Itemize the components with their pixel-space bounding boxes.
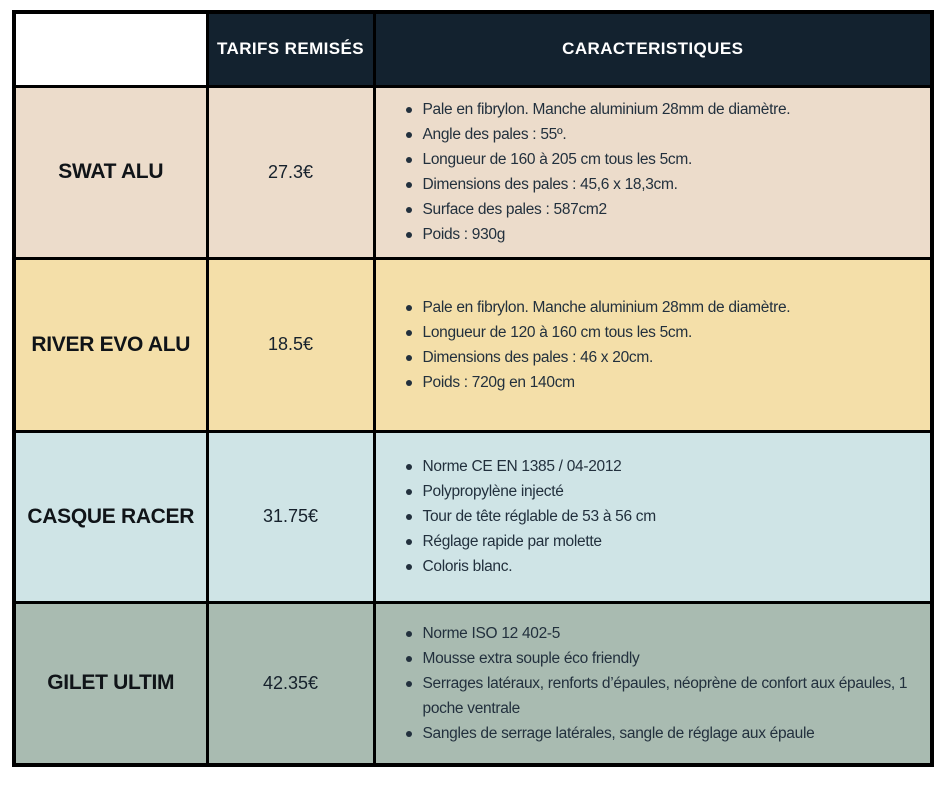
product-name: CASQUE RACER bbox=[14, 431, 207, 602]
feature-item: Longueur de 120 à 160 cm tous les 5cm. bbox=[404, 320, 925, 345]
feature-item: Poids : 720g en 140cm bbox=[404, 370, 925, 395]
feature-item: Coloris blanc. bbox=[404, 554, 925, 579]
table-row-swat-alu bbox=[14, 86, 932, 258]
product-features bbox=[374, 602, 932, 765]
product-price: 42.35€ bbox=[207, 602, 374, 765]
header-row bbox=[14, 12, 932, 86]
product-name: RIVER EVO ALU bbox=[14, 258, 207, 431]
features-column-header: CARACTERISTIQUES bbox=[374, 12, 932, 86]
feature-item: Dimensions des pales : 46 x 20cm. bbox=[404, 345, 925, 370]
feature-list bbox=[376, 97, 931, 247]
feature-list bbox=[376, 295, 931, 395]
feature-item: Angle des pales : 55º. bbox=[404, 122, 925, 147]
feature-item: Sangles de serrage latérales, sangle de réglage aux épaule bbox=[404, 721, 925, 746]
feature-item: Polypropylène injecté bbox=[404, 479, 925, 504]
product-price: 18.5€ bbox=[207, 258, 374, 431]
feature-item: Pale en fibrylon. Manche aluminium 28mm de diamètre. bbox=[404, 97, 925, 122]
feature-item: Poids : 930g bbox=[404, 222, 925, 247]
feature-item: Surface des pales : 587cm2 bbox=[404, 197, 925, 222]
product-price: 27.3€ bbox=[207, 86, 374, 258]
product-features bbox=[374, 86, 932, 258]
feature-list bbox=[376, 621, 931, 746]
feature-item: Norme ISO 12 402-5 bbox=[404, 621, 925, 646]
feature-item: Norme CE EN 1385 / 04-2012 bbox=[404, 454, 925, 479]
product-name: SWAT ALU bbox=[14, 86, 207, 258]
product-name: GILET ULTIM bbox=[14, 602, 207, 765]
feature-item: Longueur de 160 à 205 cm tous les 5cm. bbox=[404, 147, 925, 172]
product-table bbox=[12, 10, 934, 767]
feature-item: Mousse extra souple éco friendly bbox=[404, 646, 925, 671]
feature-item: Serrages latéraux, renforts d’épaules, néoprène de confort aux épaules, 1 poche ventrale bbox=[404, 671, 925, 721]
product-price: 31.75€ bbox=[207, 431, 374, 602]
empty-header-cell bbox=[14, 12, 207, 86]
feature-item: Réglage rapide par molette bbox=[404, 529, 925, 554]
table-row-river-evo-alu bbox=[14, 258, 932, 431]
table-row-casque-racer bbox=[14, 431, 932, 602]
product-features bbox=[374, 431, 932, 602]
product-features bbox=[374, 258, 932, 431]
table-row-gilet-ultim bbox=[14, 602, 932, 765]
price-column-header: TARIFS REMISÉS bbox=[207, 12, 374, 86]
feature-list bbox=[376, 454, 931, 579]
feature-item: Dimensions des pales : 45,6 x 18,3cm. bbox=[404, 172, 925, 197]
feature-item: Pale en fibrylon. Manche aluminium 28mm de diamètre. bbox=[404, 295, 925, 320]
feature-item: Tour de tête réglable de 53 à 56 cm bbox=[404, 504, 925, 529]
